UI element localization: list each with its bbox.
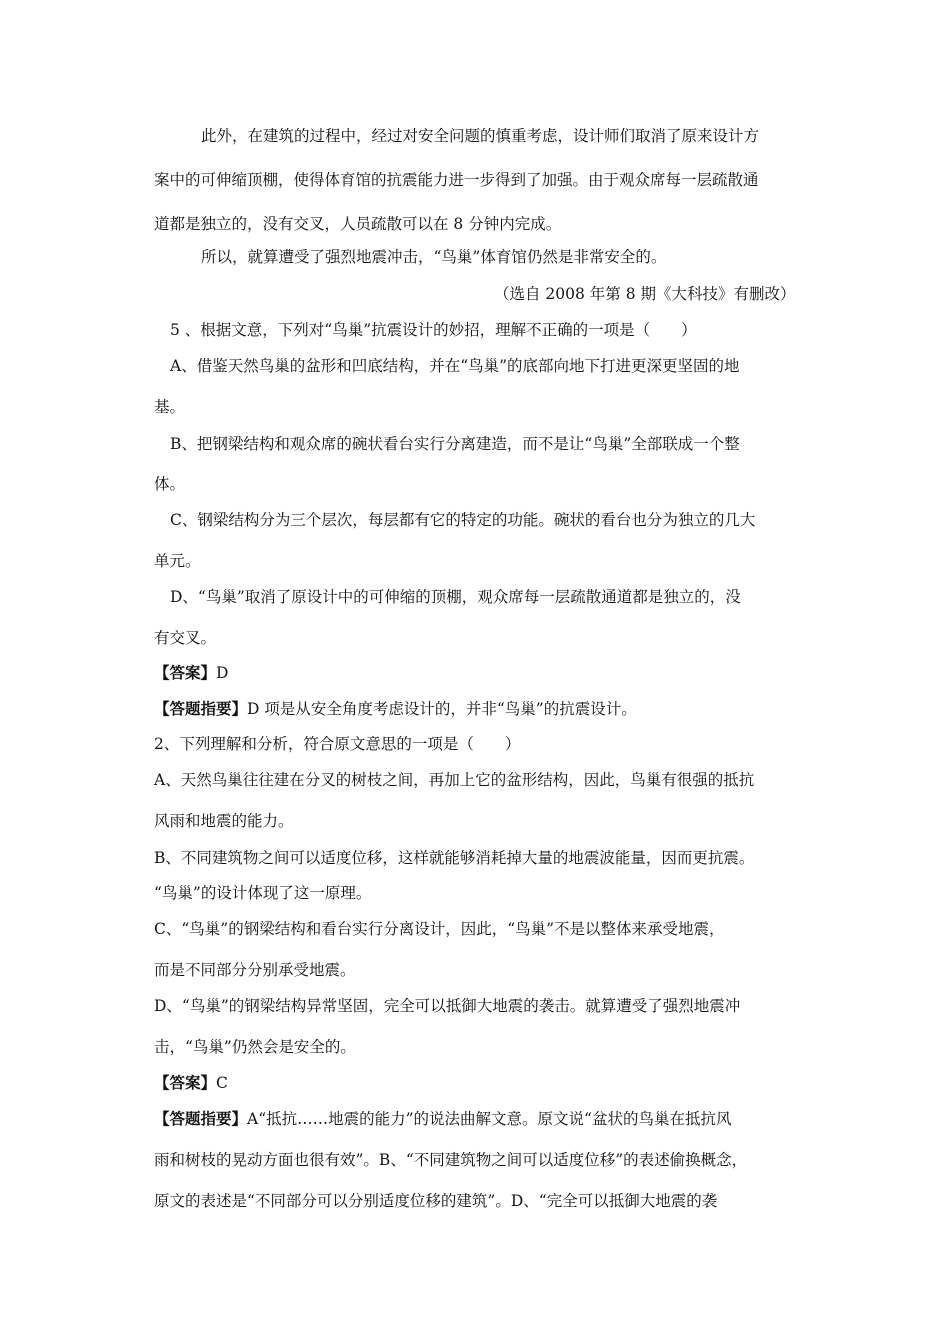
q5-option-c-line-2: 单元。 (154, 552, 201, 570)
q5-option-a-line-1: A、借鉴天然鸟巢的盆形和凹底结构，并在“鸟巢”的底部向地下打进更深更坚固的地 (170, 357, 740, 375)
q2-option-d-line-1: D、“鸟巢”的钢梁结构异常坚固，完全可以抵御大地震的袭击。就算遭受了强烈地震冲 (154, 997, 741, 1015)
q2-option-c-line-1: C、“鸟巢”的钢梁结构和看台实行分离设计，因此，“鸟巢”不是以整体来承受地震， (154, 920, 725, 938)
q5-option-b-line-1: B、把钢梁结构和观众席的碗状看台实行分离建造，而不是让“鸟巢”全部联成一个整 (170, 435, 740, 453)
q2-option-c-line-2: 而是不同部分分别承受地震。 (154, 961, 356, 979)
q5-option-a-line-2: 基。 (154, 398, 186, 416)
q2-option-d-line-2: 击，“鸟巢”仍然会是安全的。 (154, 1038, 356, 1056)
answer-label: 【答案】 (154, 663, 217, 682)
q5-option-d-line-2: 有交叉。 (154, 629, 217, 647)
explanation-text: D 项是从安全角度考虑设计的，并非“鸟巢”的抗震设计。 (247, 700, 637, 718)
q5-explanation (154, 699, 637, 719)
answer-label: 【答案】 (154, 1073, 217, 1092)
answer-value: D (216, 664, 229, 682)
question-2-stem: 2、下列理解和分析，符合原文意思的一项是（ ） (154, 735, 521, 753)
para-2: 所以，就算遭受了强烈地震冲击，“鸟巢”体育馆仍然是非常安全的。 (201, 248, 667, 266)
q5-option-c-line-1: C、钢梁结构分为三个层次，每层都有它的特定的功能。碗状的看台也分为独立的几大 (170, 511, 756, 529)
q5-option-d-line-1: D、“鸟巢”取消了原设计中的可伸缩的顶棚，观众席每一层疏散通道都是独立的，没 (170, 588, 741, 606)
question-5-stem: 5 、根据文意，下列对“鸟巢”抗震设计的妙招，理解不正确的一项是（ ） (170, 321, 697, 339)
q2-option-b-line-2: “鸟巢”的设计体现了这一原理。 (154, 884, 372, 902)
q2-explanation-line-3: 原文的表述是“不同部分可以分别适度位移的建筑”。D、“完全可以抵御大地震的袭 (154, 1192, 718, 1210)
q2-answer (154, 1073, 228, 1093)
para-1-line-1: 此外，在建筑的过程中，经过对安全问题的慎重考虑，设计师们取消了原来设计方 (201, 127, 760, 145)
q5-answer (154, 663, 228, 683)
explanation-label: 【答题指要】 (154, 1109, 248, 1128)
para-1-line-2: 案中的可伸缩顶棚，使得体育馆的抗震能力进一步得到了加强。由于观众席每一层疏散通 (154, 171, 759, 189)
source-note: （选自 2008 年第 8 期《大科技》有删改） (494, 285, 796, 303)
q5-option-b-line-2: 体。 (154, 475, 186, 493)
q2-explanation-line-2: 雨和树枝的晃动方面也很有效”。B、“不同建筑物之间可以适度位移”的表述偷换概念， (154, 1151, 748, 1169)
q2-option-b-line-1: B、不同建筑物之间可以适度位移，这样就能够消耗掉大量的地震波能量，因而更抗震。 (154, 849, 755, 867)
q2-explanation-line-1 (154, 1109, 731, 1129)
para-1-line-3: 道都是独立的，没有交叉，人员疏散可以在 8 分钟内完成。 (154, 215, 562, 233)
explanation-label: 【答题指要】 (154, 699, 248, 718)
answer-value: C (216, 1074, 228, 1092)
q2-option-a-line-1: A、天然鸟巢往往建在分叉的树枝之间，再加上它的盆形结构，因此，鸟巢有很强的抵抗 (154, 771, 755, 789)
q2-option-a-line-2: 风雨和地震的能力。 (154, 812, 294, 830)
explanation-text: A“抵抗……地震的能力”的说法曲解文意。原文说“盆状的鸟巢在抵抗风 (247, 1110, 732, 1128)
